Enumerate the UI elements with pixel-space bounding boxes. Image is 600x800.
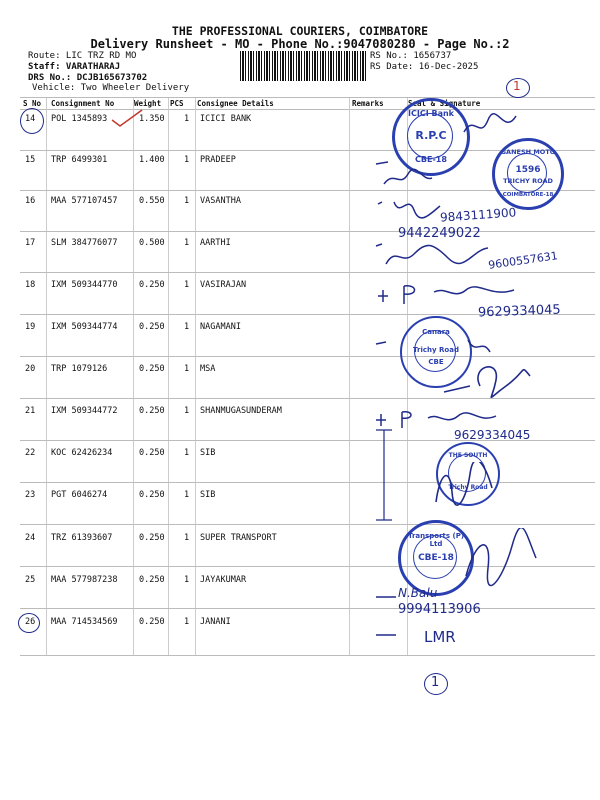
pieces: 1 [184,406,190,416]
stamp-text: 1596 [515,165,541,175]
row-rule [20,231,595,232]
stamp-text: Trichy Road [448,484,488,491]
stamp-text: CBE [428,358,444,366]
row-rule [20,524,595,525]
consignment-number: SLM 384776077 [51,238,118,248]
phone-handwritten: 9629334045 [454,428,531,442]
row-number: 16 [25,196,36,206]
weight: 0.250 [139,533,165,543]
table-row [0,448,600,462]
weight: 0.250 [139,322,165,332]
row-number: 17 [25,238,36,248]
stamp-text: COIMBATORE-18 [502,192,554,198]
consignment-number: MAA 577107457 [51,196,118,206]
bracket-mark [372,420,402,530]
row-number: 24 [25,533,36,543]
col-header-consignee: Consignee Details [197,99,274,108]
table-row [0,617,600,631]
consignment-number: TRP 6499301 [51,155,108,165]
stamp-text: Trichy Road [413,346,459,354]
weight: 0.250 [139,364,165,374]
row-number: 26 [25,617,36,627]
row-number: 20 [25,364,36,374]
pieces: 1 [184,448,190,458]
consignee-name: JANANI [200,617,231,627]
weight: 0.250 [139,575,165,585]
pieces: 1 [184,238,190,248]
row-rule [20,272,595,273]
pieces: 1 [184,322,190,332]
col-header-remarks: Remarks [352,99,384,108]
runsheet-info-right [370,51,478,73]
dash-mark [374,592,400,602]
pieces: 1 [184,155,190,165]
phone-handwritten: 9629334045 [477,302,561,321]
row-rule [20,482,595,483]
signature-row-15 [374,160,454,190]
consignee-name: SIB [200,490,216,500]
stamp-text: CBE-18 [415,155,447,164]
col-header-consignment: Consignment No [51,99,115,108]
route-text: Route: LIC TRZ RD MO [28,51,137,61]
consignee-name: JAYAKUMAR [200,575,247,585]
runsheet-subtitle: Delivery Runsheet - MO - Phone No.:9047080280 - Page No.:2 [90,37,510,51]
page-mark-top: 1 [513,79,521,93]
rs-date: RS Date: 16-Dec-2025 [370,62,479,72]
row-number: 19 [25,322,36,332]
table-row [0,238,600,252]
table-bottom-rule [20,655,595,656]
signature-row-20 [440,356,550,406]
signature-row-14 [460,110,520,140]
consignee-name: VASIRAJAN [200,280,247,290]
row-number: 15 [25,155,36,165]
pieces: 1 [184,364,190,374]
drs-number: DRS No.: DCJB165673702 [28,73,148,83]
pieces: 1 [184,617,190,627]
rs-number: RS No.: 1656737 [370,51,452,61]
pieces: 1 [184,533,190,543]
col-header-no: S No [23,99,42,108]
stamp-text: GANESH MOTO [500,148,556,156]
pieces: 1 [184,490,190,500]
stamp-text: R.P.C [415,129,447,142]
stamp-text: THE SOUTH [448,452,488,459]
weight: 0.550 [139,196,165,206]
consignment-number: TRP 1079126 [51,364,108,374]
signature-row-17 [372,240,492,270]
table-top-rule [20,97,595,98]
phone-handwritten: 9442249022 [398,226,481,241]
consignment-number: POL 1345893 [51,114,108,124]
col-header-seal: Seal & Signature [408,99,481,108]
weight: 0.250 [139,448,165,458]
consignment-number: IXM 509344772 [51,406,118,416]
row-rule [20,608,595,609]
barcode [240,51,366,81]
consignment-number: IXM 509344770 [51,280,118,290]
col-header-weight: Weight [134,99,162,108]
consignee-name: VASANTHA [200,196,241,206]
consignment-number: MAA 714534569 [51,617,118,627]
pieces: 1 [184,280,190,290]
consignee-name: SHANMUGASUNDERAM [200,406,282,416]
consignment-number: TRZ 61393607 [51,533,113,543]
phone-handwritten: 9600557631 [487,249,559,272]
consignment-number: IXM 509344774 [51,322,118,332]
phone-handwritten: 9843111900 [439,205,517,225]
signature-row-24 [462,528,542,588]
consignment-number: KOC 62426234 [51,448,113,458]
consignee-name: MSA [200,364,216,374]
weight: 0.500 [139,238,165,248]
stamp-text: Transports (P) Ltd [407,532,465,548]
company-title: THE PROFESSIONAL COURIERS, COIMBATORE [171,24,429,38]
pieces: 1 [184,114,190,124]
signature-row-16 [374,196,444,222]
consignee-name: AARTHI [200,238,231,248]
vehicle-text: Vehicle: Two Wheeler Delivery [32,83,190,93]
weight: 0.250 [139,406,165,416]
weight: 1.350 [139,114,165,124]
weight: 0.250 [139,490,165,500]
col-header-pcs: PCS [170,99,184,108]
page-mark-bottom: 1 [431,675,440,690]
stamp-text: CBE-18 [418,553,454,563]
pieces: 1 [184,575,190,585]
consignee-name: SIB [200,448,216,458]
row-number: 23 [25,490,36,500]
row-number: 14 [25,114,36,124]
row-number: 18 [25,280,36,290]
table-row [0,406,600,420]
runsheet-info-left [28,51,147,84]
table-row [0,490,600,504]
consignment-number: PGT 6046274 [51,490,108,500]
phone-handwritten: 9994113906 [398,602,481,617]
consignee-name: SUPER TRANSPORT [200,533,277,543]
row-14-circle-mark [20,108,44,134]
stamp-text: Canara [422,328,450,336]
row-number: 21 [25,406,36,416]
consignment-number: MAA 577987238 [51,575,118,585]
dash-mark [374,630,400,640]
weight: 1.400 [139,155,165,165]
ganesh-motors-stamp [492,138,564,210]
consignee-name: PRADEEP [200,155,236,165]
stamp-text: ICICI Bank [408,109,454,118]
staff-text: Staff: VARATHARAJ [28,62,121,72]
table-row [0,322,600,336]
row-number: 22 [25,448,36,458]
stamp-text: TRICHY ROAD [503,177,553,185]
row-number: 25 [25,575,36,585]
weight: 0.250 [139,617,165,627]
pieces: 1 [184,196,190,206]
signature-row-22 [430,462,500,506]
consignee-name: ICICI BANK [200,114,252,124]
signer-name-handwritten: N.Balu [398,586,438,600]
weight: 0.250 [139,280,165,290]
initials-handwritten: LMR [424,628,456,646]
consignee-name: NAGAMANI [200,322,241,332]
tick-mark-icon [110,108,144,128]
row-26-circle-mark [18,613,40,633]
